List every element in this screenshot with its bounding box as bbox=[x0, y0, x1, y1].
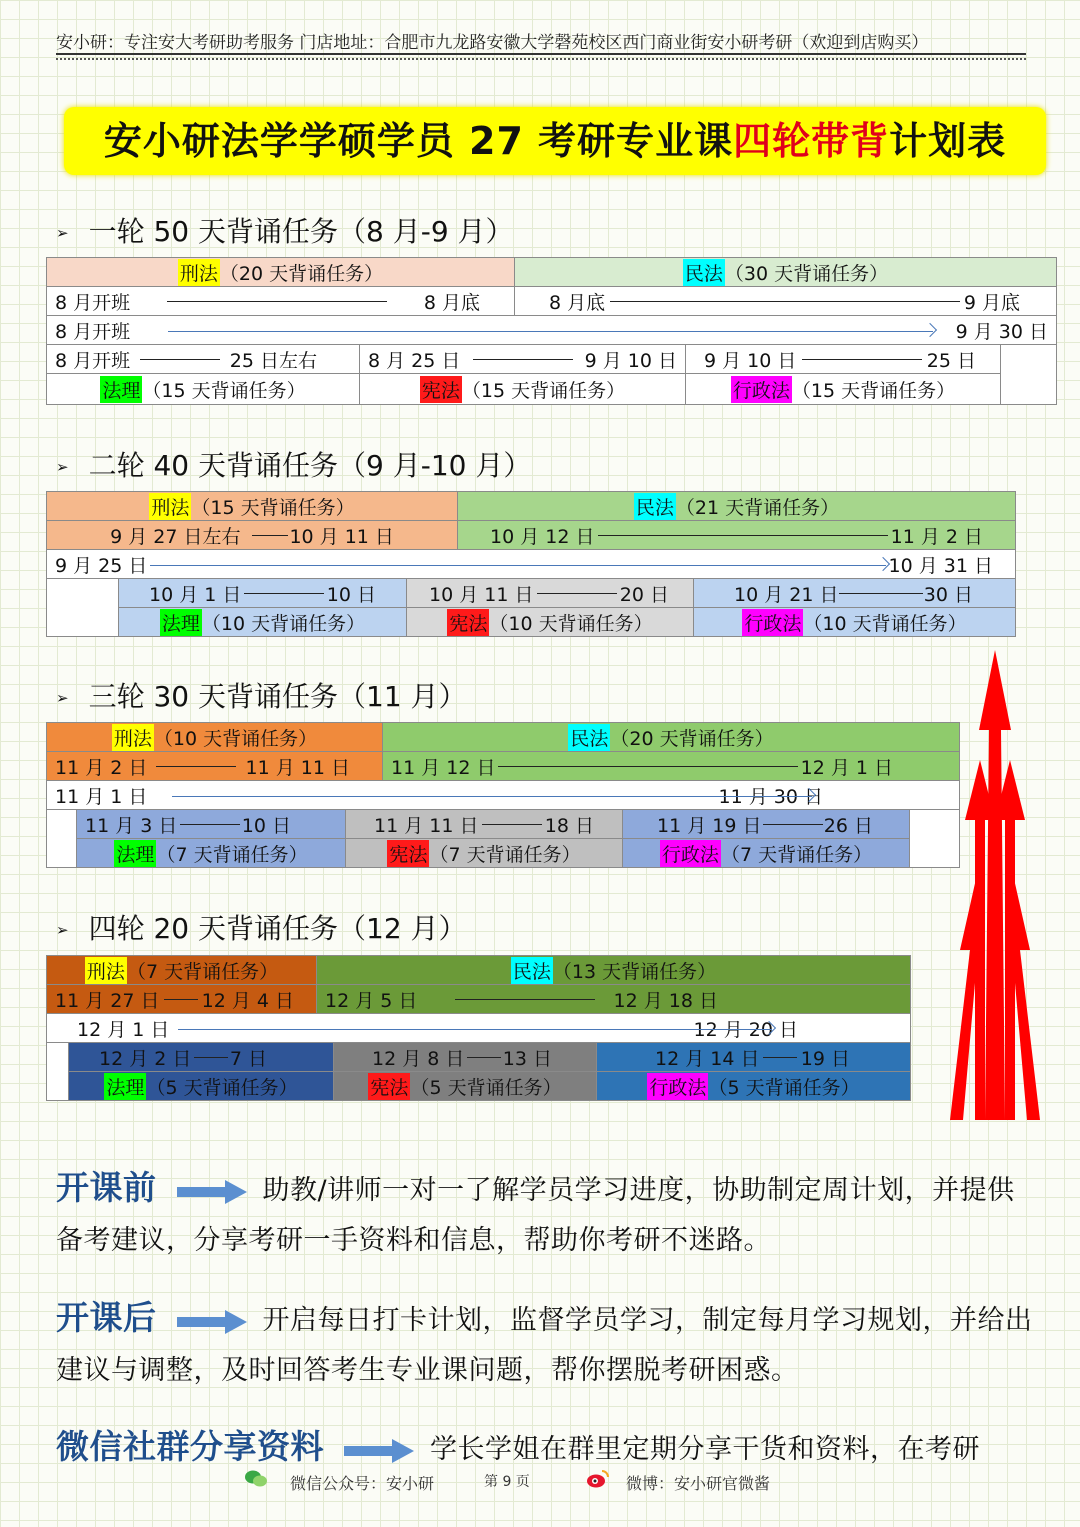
round2-full-timeline: 9 月 25 日 10 月 31 日 bbox=[46, 549, 1016, 579]
round4-fali-task: 法理 （5 天背诵任务） bbox=[68, 1071, 334, 1101]
banner-title-highlight: 四轮带背 bbox=[733, 119, 890, 163]
round1-xingzheng-dates: 9 月 10 日 25 日 bbox=[685, 344, 1001, 374]
round4-full-timeline: 12 月 1 日 12 月 20 日 bbox=[46, 1013, 911, 1043]
weibo-icon bbox=[586, 1469, 610, 1493]
round3-minfa-header: 民法 （20 天背诵任务） bbox=[382, 722, 960, 752]
footer-weibo: 微博：安小研官微酱 bbox=[626, 1474, 771, 1493]
round1-empty-cell bbox=[1000, 344, 1057, 405]
round3-title: ➢ 三轮 30 天背诵任务（11 月） bbox=[56, 680, 467, 713]
round3-xianfa-task: 宪法 （7 天背诵任务） bbox=[345, 838, 623, 868]
title-banner bbox=[64, 107, 1046, 175]
banner-title-post: 计划表 bbox=[889, 119, 1007, 163]
service-wechat-group: 微信社群分享资料 学长学姐在群里定期分享干货和资料，在考研 bbox=[56, 1427, 980, 1466]
round2-xingzheng-task: 行政法 （10 天背诵任务） bbox=[693, 607, 1016, 637]
red-arrows-icon bbox=[945, 650, 1045, 1120]
round4-xingzheng-dates: 12 月 14 日 19 日 bbox=[596, 1042, 911, 1072]
round4-empty-cell bbox=[46, 1042, 69, 1101]
round1-xianfa-task: 宪法 （15 天背诵任务） bbox=[359, 373, 686, 405]
round2-xingzheng-dates: 10 月 21 日 30 日 bbox=[693, 578, 1016, 608]
round4-xingfa-header: 刑法 （7 天背诵任务） bbox=[46, 955, 317, 985]
service-before-class: 开课前 助教/讲师一对一了解学员学习进度，协助制定周计划，并提供备考建议，分享考研一手资料和信息，帮助你考研不迷路。 bbox=[56, 1168, 1015, 1256]
round4-xianfa-dates: 12 月 8 日 13 日 bbox=[333, 1042, 597, 1072]
wechat-icon bbox=[244, 1469, 268, 1493]
round1-xingfa-header: 刑法 （20 天背诵任务） bbox=[46, 257, 515, 287]
right-arrow-icon bbox=[177, 1180, 247, 1204]
round1-xianfa-dates: 8 月 25 日 9 月 10 日 bbox=[359, 344, 686, 374]
round3-fali-dates: 11 月 3 日 10 日 bbox=[76, 809, 346, 839]
round3-full-timeline: 11 月 1 日 11 月 30 日 bbox=[46, 780, 960, 810]
banner-title-pre: 安小研法学学硕学员 27 考研专业课 bbox=[103, 119, 734, 163]
round3-xingzheng-dates: 11 月 19 日 26 日 bbox=[622, 809, 910, 839]
bullet-arrow-icon: ➢ bbox=[56, 224, 69, 242]
round3-xianfa-dates: 11 月 11 日 18 日 bbox=[345, 809, 623, 839]
round3-xingfa-dates: 11 月 2 日 11 月 11 日 bbox=[46, 751, 383, 781]
round1-minfa-header: 民法 （30 天背诵任务） bbox=[514, 257, 1057, 287]
round4-xingfa-dates: 11 月 27 日 12 月 4 日 bbox=[46, 984, 317, 1014]
round2-xianfa-dates: 10 月 11 日 20 日 bbox=[406, 578, 694, 608]
round4-minfa-header: 民法 （13 天背诵任务） bbox=[316, 955, 911, 985]
round1-xingfa-dates: 8 月开班 8 月底 bbox=[46, 286, 515, 316]
round1-full-timeline: 8 月开班 9 月 30 日 bbox=[46, 315, 1057, 345]
round2-fali-dates: 10 月 1 日 10 日 bbox=[118, 578, 407, 608]
round3-empty-cell bbox=[46, 809, 77, 868]
right-arrow-icon bbox=[177, 1310, 247, 1334]
round3-timeline-arrow bbox=[172, 796, 812, 797]
round2-xingfa-header: 刑法 （15 天背诵任务） bbox=[46, 491, 458, 521]
round2-title: ➢ 二轮 40 天背诵任务（9 月-10 月） bbox=[56, 449, 532, 482]
round4-minfa-dates: 12 月 5 日 12 月 18 日 bbox=[316, 984, 911, 1014]
round2-xianfa-task: 宪法 （10 天背诵任务） bbox=[406, 607, 694, 637]
round1-fali-task: 法理 （15 天背诵任务） bbox=[46, 373, 360, 405]
header-text: 安小研：专注安大考研助考服务 门店地址：合肥市九龙路安徽大学磬苑校区西门商业街安小研考研（欢迎到店购买） bbox=[56, 33, 929, 53]
round2-timeline-arrow bbox=[150, 565, 886, 566]
footer-page-number: 第 9 页 bbox=[484, 1474, 530, 1490]
round4-xingzheng-task: 行政法 （5 天背诵任务） bbox=[596, 1071, 911, 1101]
round1-xingzheng-task: 行政法 （15 天背诵任务） bbox=[685, 373, 1001, 405]
right-arrow-icon bbox=[344, 1439, 414, 1463]
round3-xingzheng-task: 行政法 （7 天背诵任务） bbox=[622, 838, 910, 868]
round4-xianfa-task: 宪法 （5 天背诵任务） bbox=[333, 1071, 597, 1101]
round2-minfa-header: 民法 （21 天背诵任务） bbox=[457, 491, 1016, 521]
round1-minfa-dates: 8 月底 9 月底 bbox=[514, 286, 1057, 316]
service-after-class: 开课后 开启每日打卡计划，监督学员学习，制定每月学习规划，并给出建议与调整，及时回答考生专业课问题，帮你摆脱考研困惑。 bbox=[56, 1298, 1033, 1386]
round4-title: ➢ 四轮 20 天背诵任务（12 月） bbox=[56, 912, 467, 945]
round1-fali-dates: 8 月开班 25 日左右 bbox=[46, 344, 360, 374]
round4-timeline-arrow bbox=[178, 1029, 772, 1030]
round4-fali-dates: 12 月 2 日 7 日 bbox=[68, 1042, 334, 1072]
round3-minfa-dates: 11 月 12 日 12 月 1 日 bbox=[382, 751, 960, 781]
round2-fali-task: 法理 （10 天背诵任务） bbox=[118, 607, 407, 637]
round1-title: ➢ 一轮 50 天背诵任务（8 月-9 月） bbox=[56, 215, 514, 248]
bullet-arrow-icon: ➢ bbox=[56, 921, 69, 939]
bullet-arrow-icon: ➢ bbox=[56, 458, 69, 476]
round3-xingfa-header: 刑法 （10 天背诵任务） bbox=[46, 722, 383, 752]
bullet-arrow-icon: ➢ bbox=[56, 689, 69, 707]
round2-xingfa-dates: 9 月 27 日左右 10 月 11 日 bbox=[46, 520, 458, 550]
round1-timeline-arrow bbox=[168, 331, 933, 332]
round2-minfa-dates: 10 月 12 日 11 月 2 日 bbox=[457, 520, 1016, 550]
footer-wechat: 微信公众号：安小研 bbox=[290, 1474, 435, 1493]
round3-fali-task: 法理 （7 天背诵任务） bbox=[76, 838, 346, 868]
header-divider bbox=[56, 53, 1026, 60]
round2-empty-cell bbox=[46, 578, 119, 637]
